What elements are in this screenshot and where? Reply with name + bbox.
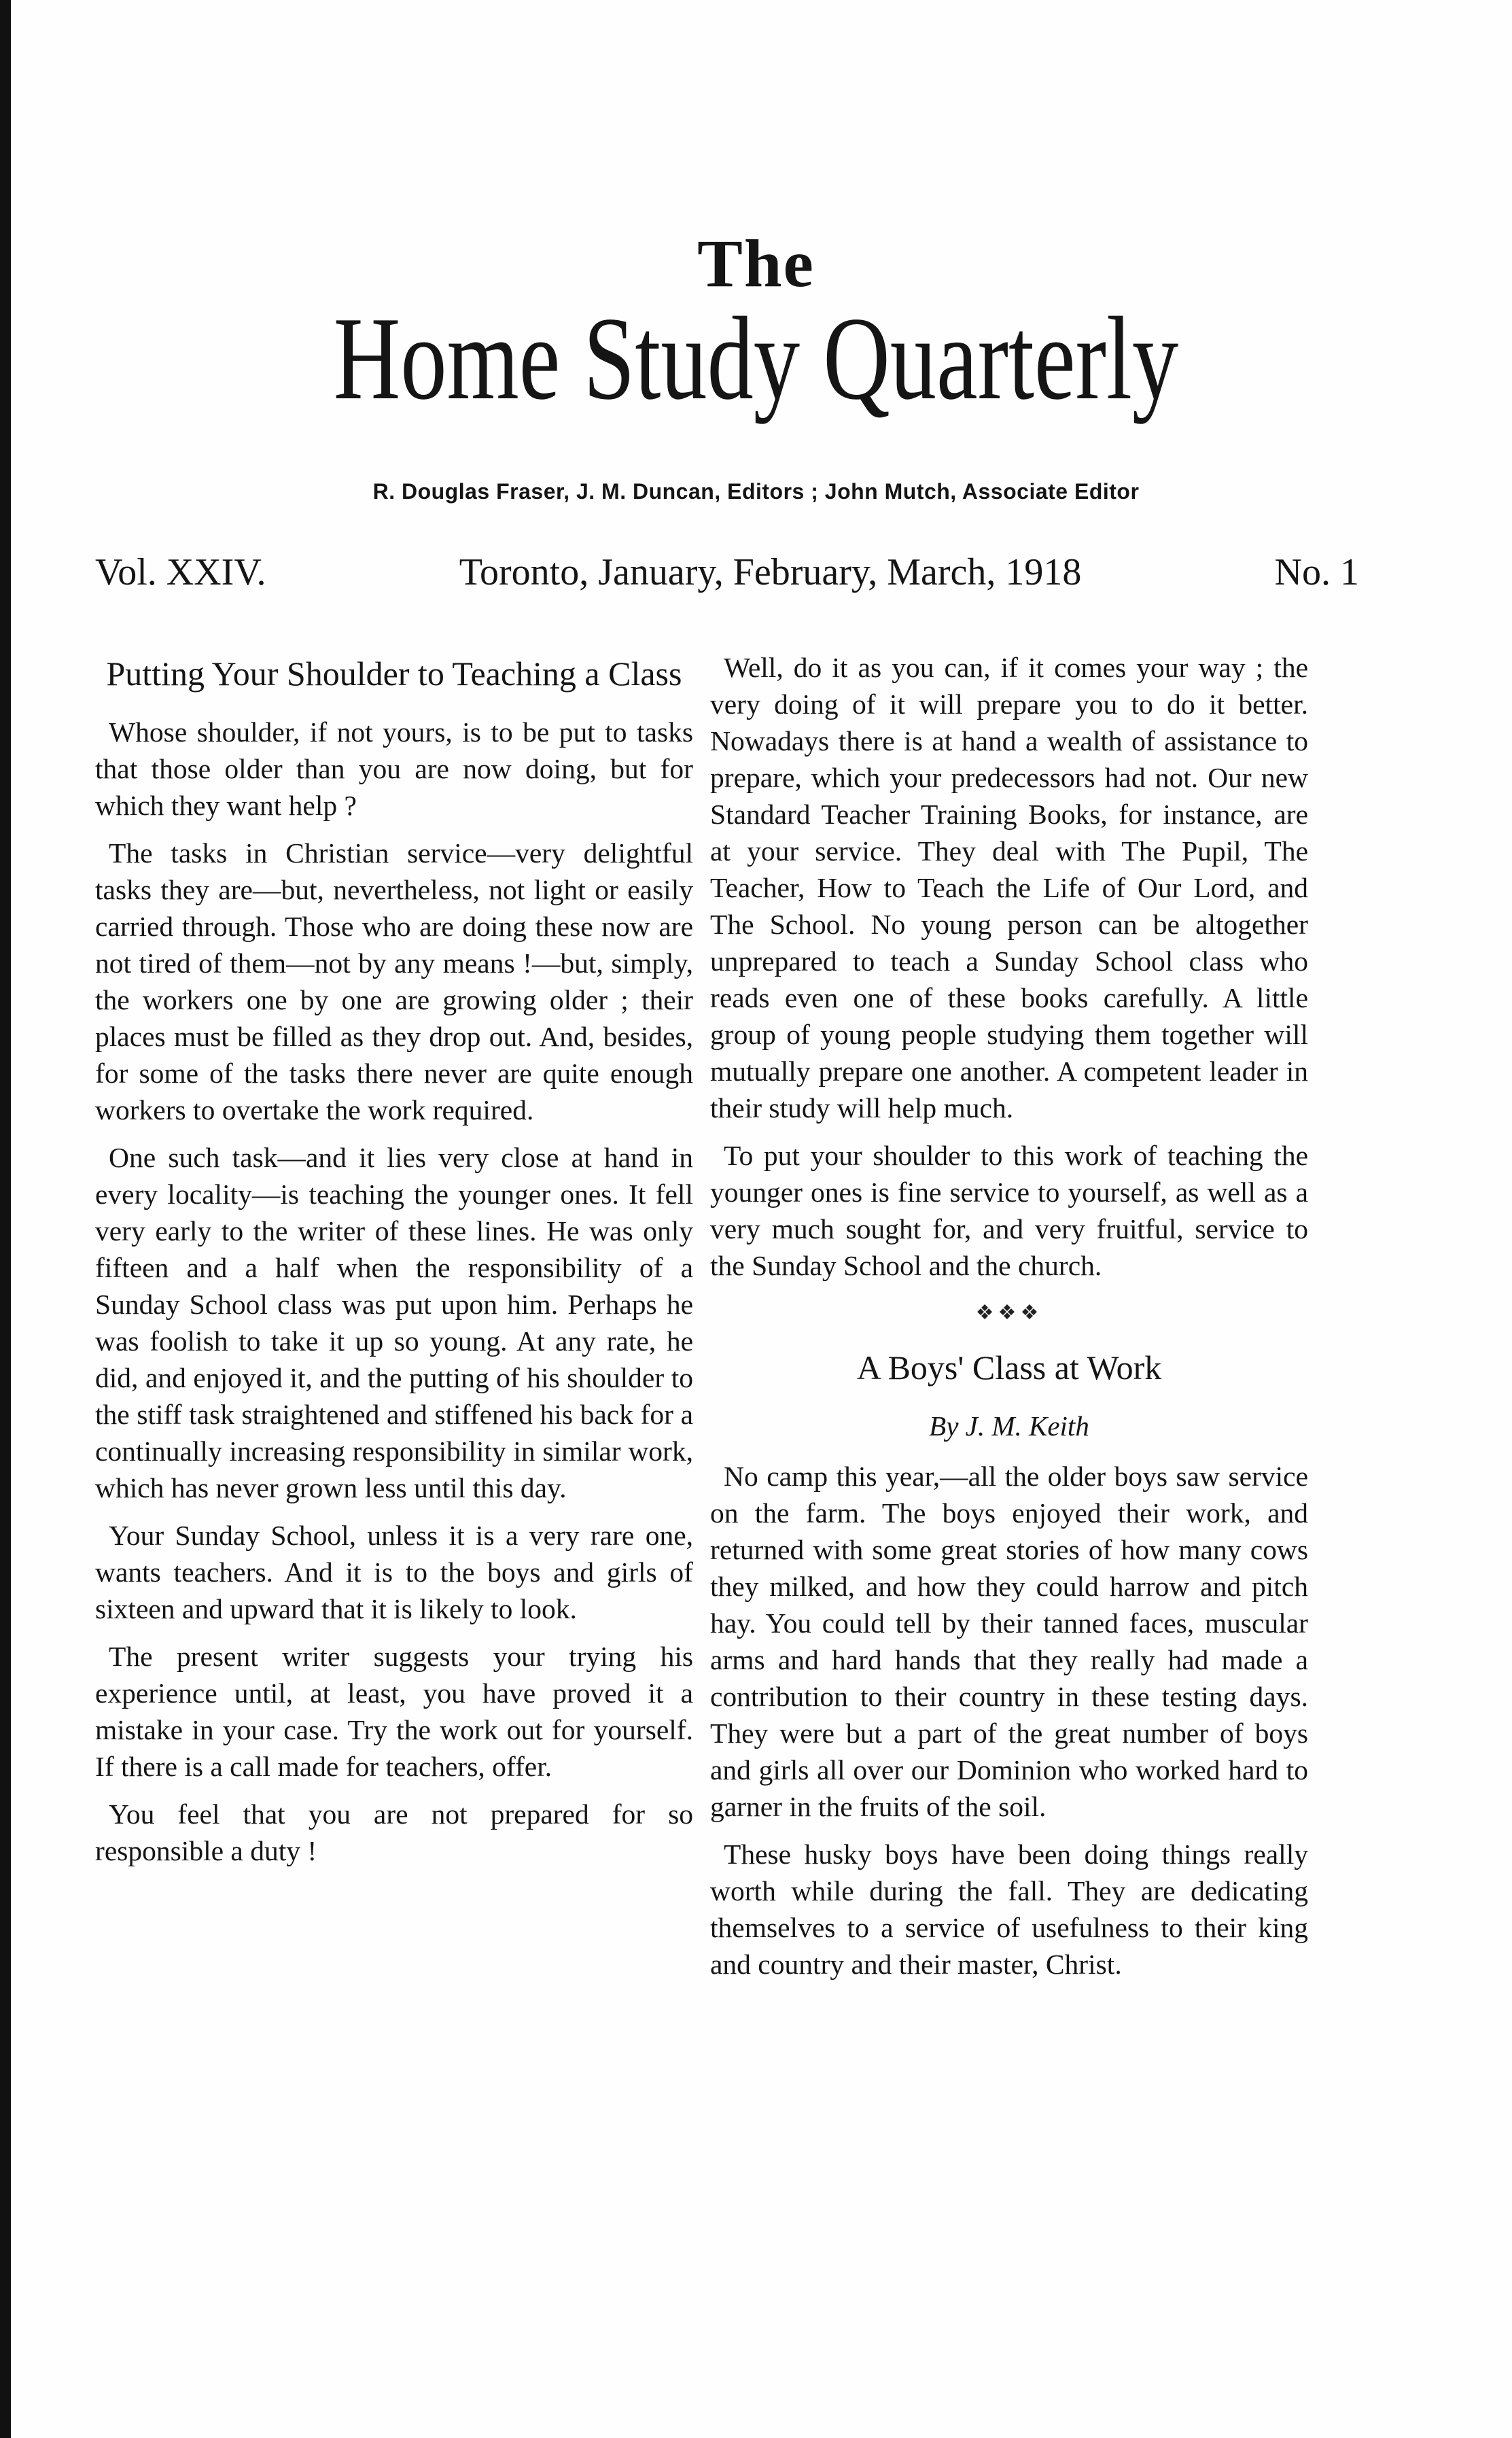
paragraph: The tasks in Christian service—very delightful tasks they are—but, nevertheless, not light or easily carried through. Those who are doing these now are not tired of them—not by any means !—but, simply, the workers one by one are growing older ; their places must be filled as they drop out. And, besides, for some of the tasks there never are quite enough workers to overtake the work required.: [95, 837, 693, 1126]
article-title: A Boys' Class at Work: [856, 1348, 1162, 1387]
right-column: [710, 649, 1308, 1993]
masthead-article: The: [697, 226, 815, 301]
paragraph: Whose shoulder, if not yours, is to be put to tasks that those older than you are now doing, but for which they want help ?: [95, 716, 693, 821]
paragraph: You feel that you are not prepared for so responsible a duty !: [95, 1798, 693, 1866]
paragraph: These husky boys have been doing things really worth while during the fall. They are dedicating themselves to a service of usefulness to their king and country and their master, Christ.: [710, 1839, 1308, 1980]
paragraph: Your Sunday School, unless it is a very rare one, wants teachers. And it is to the boys and girls of sixteen and upward that it is likely to look.: [95, 1520, 693, 1624]
issue-number: No. 1: [1274, 551, 1359, 593]
binding-edge: [0, 0, 11, 2438]
paragraph: To put your shoulder to this work of teaching the younger ones is fine service to yourself, as well as a very much sought for, and very fruitful, service to the Sunday School and the church.: [710, 1140, 1308, 1281]
paragraph: Well, do it as you can, if it comes your way ; the very doing of it will prepare you to do it better. Nowadays there is at hand a wealth of assistance to prepare, which your predecessors had not. Our new Standard Teacher Training Books, for instance, are at your service. They deal with The Pupil, The Teacher, How to Teach the Life of Our Lord, and The School. No young person can be altogether unprepared to teach a Sunday School class who reads even one of these books carefully. A little group of young people studying them together will mutually prepare one another. A competent leader in their study will help much.: [710, 652, 1308, 1124]
article-title: Putting Your Shoulder to Teaching a Class: [106, 655, 682, 693]
paragraph: One such task—and it lies very close at hand in every locality—is teaching the younger ones. It fell very early to the writer of these lines. He was only fifteen and a half when the responsibility of a Sunday School class was put upon him. Perhaps he was foolish to take it up so young. At any rate, he did, and enjoyed it, and the putting of his shoulder to the stiff task straightened and stiffened his back for a continually increasing responsibility in similar work, which has never grown less until this day.: [95, 1142, 693, 1503]
paragraph: No camp this year,—all the older boys saw service on the farm. The boys enjoyed their work, and returned with some great stories of how many cows they milked, and how they could harrow and pitch hay. You could tell by their tanned faces, muscular arms and hard hands that they really had made a contribution to their country in these testing days. They were but a part of the great number of boys and girls all over our Dominion who worked hard to garner in the fruits of the soil.: [710, 1461, 1308, 1822]
issue-line: [95, 551, 1359, 594]
section-ornament: ❖❖❖: [975, 1302, 1043, 1324]
left-column: [95, 652, 693, 1880]
masthead-title: Home Study Quarterly: [333, 292, 1179, 424]
dateline: Toronto, January, February, March, 1918: [459, 551, 1082, 593]
byline: By J. M. Keith: [929, 1410, 1089, 1442]
editors-line: R. Douglas Fraser, J. M. Duncan, Editors ; John Mutch, Associate Editor: [372, 479, 1140, 504]
volume: Vol. XXIV.: [95, 551, 266, 593]
paragraph: The present writer suggests your trying his experience until, at least, you have proved it a mistake in your case. Try the work out for yourself. If there is a call made for teachers, offer.: [95, 1641, 693, 1782]
